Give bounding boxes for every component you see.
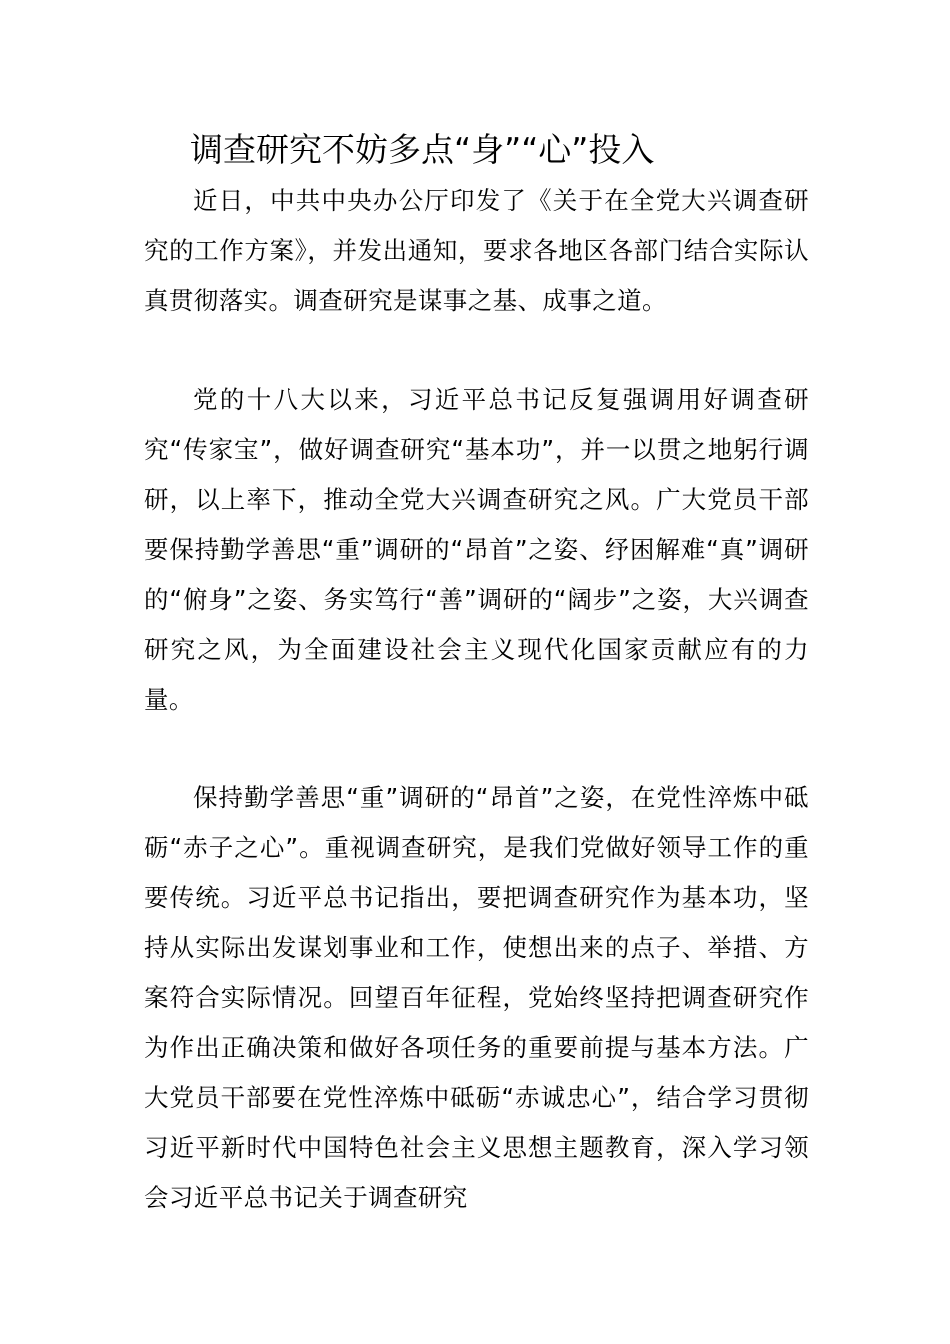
- paragraph-second: 党的十八大以来，习近平总书记反复强调用好调查研究“传家宝”，做好调查研究“基本功”，并一以贯之地躬行调研，以上率下，推动全党大兴调查研究之风。广大党员干部要保持勤学善思“重”调研的“昂首”之姿、纾困解难“真”调研的“俯身”之姿、务实笃行“善”调研的“阔步”之姿，大兴调查研究之风，为全面建设社会主义现代化国家贡献应有的力量。: [144, 385, 809, 714]
- document-title: 调查研究不妨多点“身”“心”投入: [190, 130, 655, 169]
- paragraph-intro: 近日，中共中央办公厅印发了《关于在全党大兴调查研究的工作方案》，并发出通知，要求各地区各部门结合实际认真贯彻落实。调查研究是谋事之基、成事之道。: [144, 186, 809, 315]
- paragraph-third: 保持勤学善思“重”调研的“昂首”之姿，在党性淬炼中砥砺“赤子之心”。重视调查研究，是我们党做好领导工作的重要传统。习近平总书记指出，要把调查研究作为基本功，坚持从实际出发谋划事业和工作，使想出来的点子、举措、方案符合实际情况。回望百年征程，党始终坚持把调查研究作为作出正确决策和做好各项任务的重要前提与基本方法。广大党员干部要在党性淬炼中砥砺“赤诚忠心”，结合学习贯彻习近平新时代中国特色社会主义思想主题教育，深入学习领会习近平总书记关于调查研究: [144, 783, 809, 1212]
